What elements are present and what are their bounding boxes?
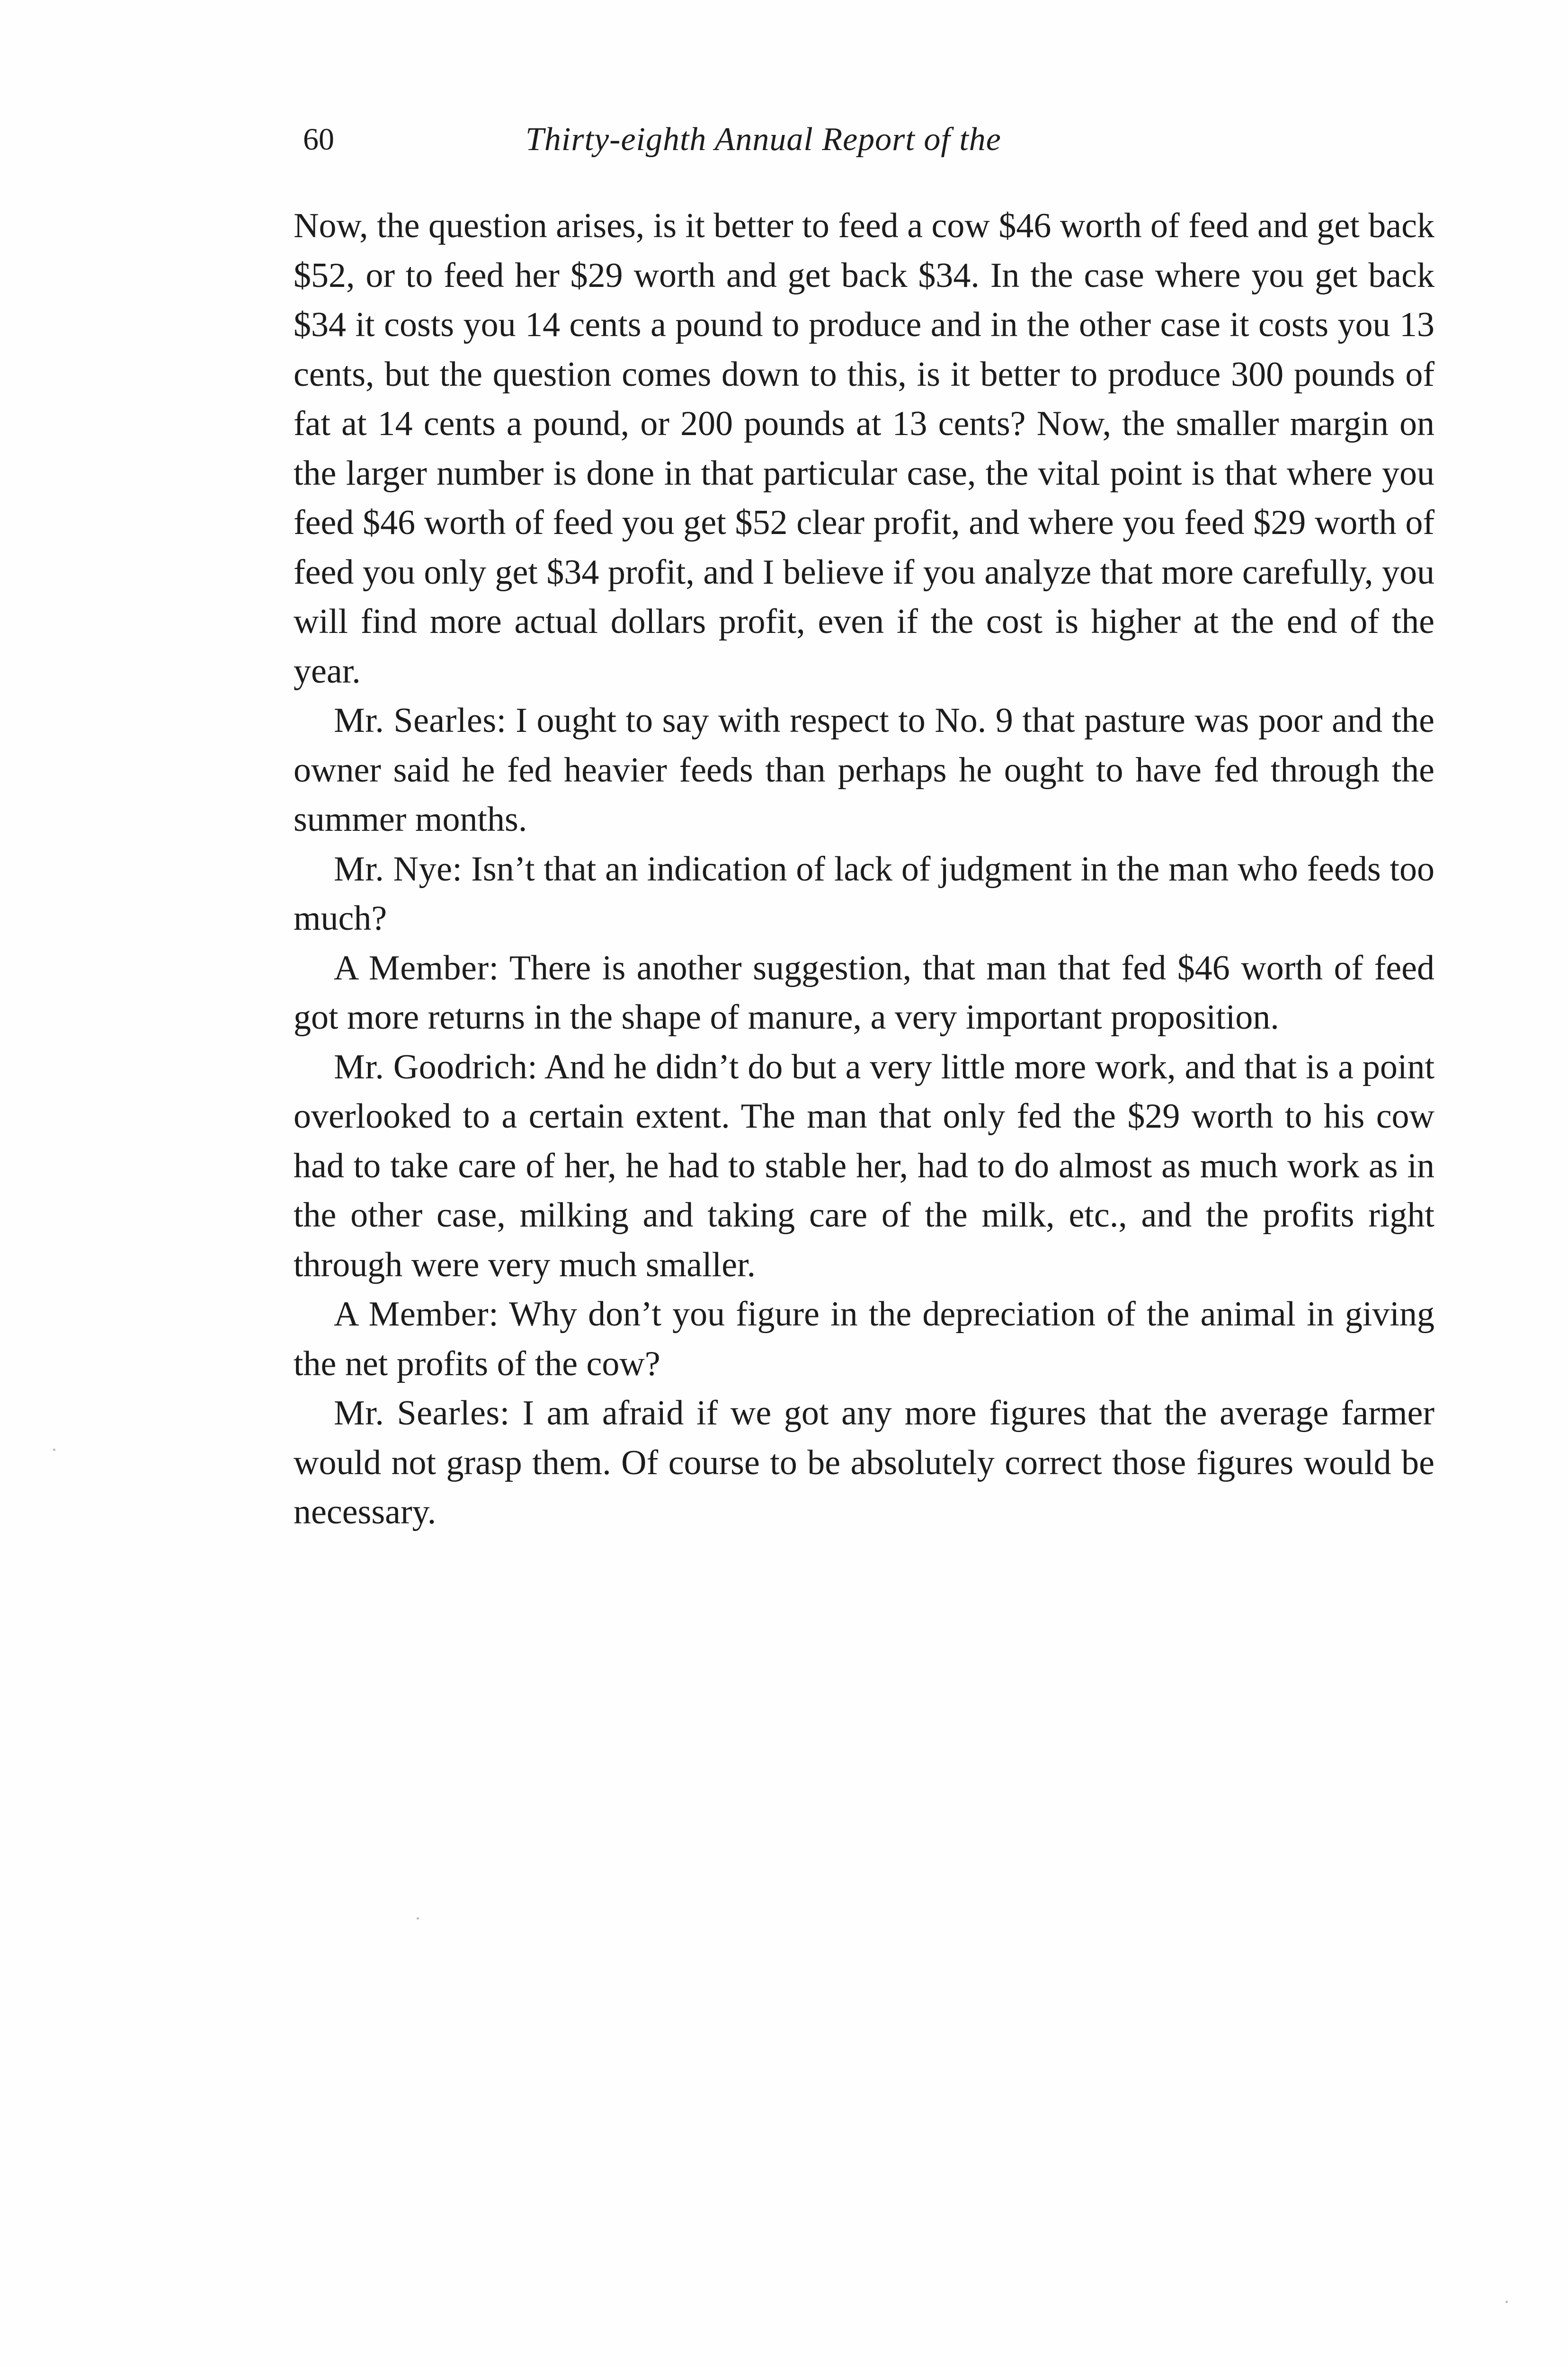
page-number: 60 — [303, 122, 334, 157]
paragraph-goodrich-remark — [294, 1042, 1434, 1290]
paragraph-searles-closing — [294, 1388, 1434, 1537]
speaker-label: A Member: — [334, 948, 499, 988]
paragraph-text: And he didn’t do but a very little more work, and that is a point overlooked to a certain extent. The man that only fed the $29 worth to his cow had to take care of her, he had to stable her, had to do almost as much work as in the other case, milking and taking care of the milk, etc., and the profits right through were very much smaller. — [294, 1047, 1434, 1284]
paragraph-text: I am afraid if we got any more figures that the average farmer would not grasp them. Of course to be absolutely correct those figures would be necessary. — [294, 1394, 1435, 1531]
paragraph-text: Now, the question arises, is it better to feed a cow $46 worth of feed and get back $52, or to feed her $29 worth and get back $34. In the case where you get back $34 it costs you 14 cents a pound to produce and in the other case it costs you 13 cents, but the question comes down to this, is it better to produce 300 pounds of fat at 14 cents a pound, or 200 pounds at 13 cents? Now, the smaller margin on the larger number is done in that particular case, the vital point is that where you feed $46 worth of feed you get $52 clear profit, and where you feed $29 worth of feed you only get $34 profit, and I believe if you analyze that more carefully, you will find more actual dollars profit, even if the cost is higher at the end of the year. — [294, 206, 1434, 691]
body-text — [294, 201, 1434, 1537]
speaker-label: Mr. Nye: — [334, 849, 463, 889]
paragraph-searles-remark — [294, 696, 1434, 845]
speaker-label: Mr. Goodrich: — [334, 1047, 538, 1086]
speaker-label: A Member: — [334, 1295, 499, 1334]
paragraph-nye-question — [294, 845, 1434, 943]
paper-speck — [53, 1449, 55, 1451]
speaker-label: Mr. Searles: — [334, 701, 507, 740]
running-head — [303, 114, 1203, 166]
paper-speck — [1506, 2301, 1508, 2303]
paragraph-text: I ought to say with respect to No. 9 that pasture was poor and the owner said he fed heavier feeds than perhaps he ought to have fed through the summer months. — [294, 701, 1434, 839]
paragraph-member-suggestion — [294, 943, 1434, 1042]
speaker-label: Mr. Searles: — [334, 1394, 510, 1433]
paper-speck — [417, 1917, 419, 1920]
paragraph-text: Isn’t that an indication of lack of judgment in the man who feeds too much? — [294, 849, 1434, 938]
paragraph-member-question — [294, 1290, 1434, 1388]
paragraph-text: There is another suggestion, that man that fed $46 worth of feed got more returns in the shape of manure, a very important proposition. — [294, 948, 1434, 1037]
paragraph-opening — [294, 201, 1434, 696]
paragraph-text: Why don’t you figure in the depreciation of the animal in giving the net profits of the cow? — [294, 1295, 1434, 1383]
running-title: Thirty-eighth Annual Report of the — [526, 121, 1001, 158]
